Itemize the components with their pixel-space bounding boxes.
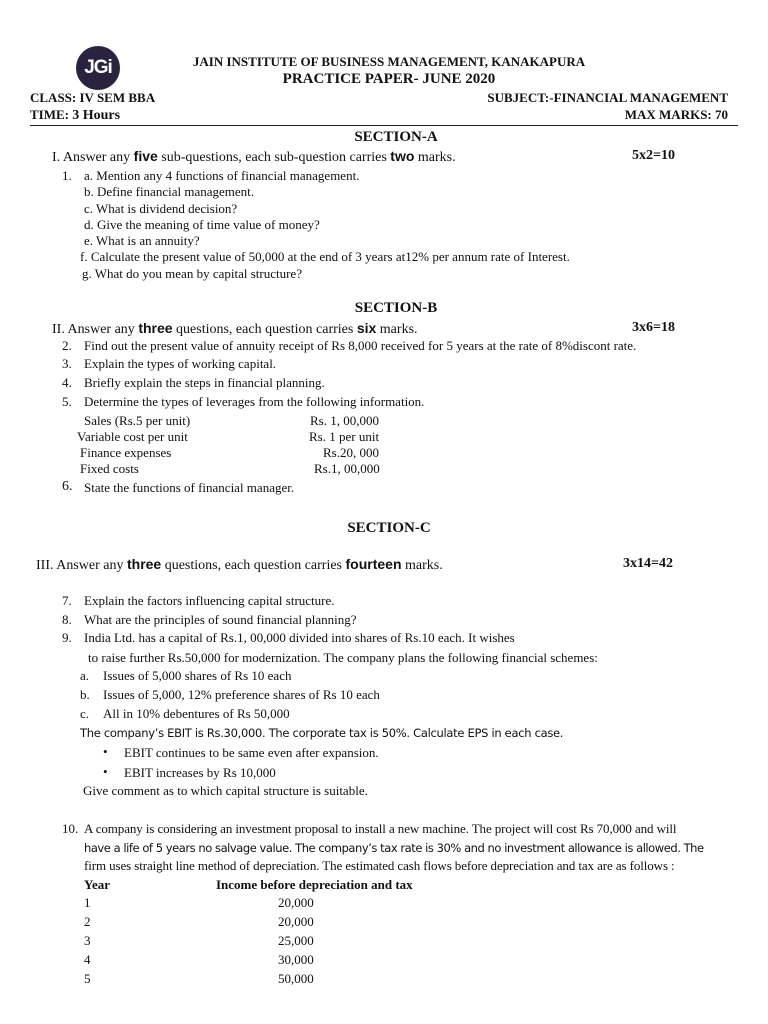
question-number: 8.	[62, 612, 72, 627]
instr-text: questions, each question carries	[172, 322, 357, 337]
table-cell-income: 30,000	[278, 952, 314, 967]
option-letter: a.	[80, 668, 90, 683]
question-text: Explain the factors influencing capital structure.	[84, 593, 335, 608]
table-label: Sales (Rs.5 per unit)	[84, 413, 191, 428]
max-marks: MAX MARKS: 70	[624, 107, 728, 122]
question-number: 5.	[62, 394, 72, 409]
question-number: 9.	[62, 630, 72, 645]
option-text: All in 10% debentures of Rs 50,000	[103, 706, 290, 721]
question-text: A company is considering an investment proposal to install a new machine. The project will cost Rs 70,000 and will	[84, 821, 677, 836]
bullet-text: EBIT increases by Rs 10,000	[124, 765, 276, 780]
section-a-marks: 5x2=10	[632, 148, 675, 163]
time-label	[30, 107, 120, 124]
table-cell-income: 20,000	[278, 914, 314, 929]
table-cell-year: 3	[84, 933, 91, 948]
instr-text: I. Answer any	[52, 150, 134, 165]
option-letter: b.	[80, 687, 90, 702]
question-number: 3.	[62, 356, 72, 371]
section-c-marks: 3x14=42	[623, 556, 673, 571]
instr-keyword: six	[356, 320, 377, 336]
table-cell-year: 2	[84, 914, 91, 929]
table-header: Year	[84, 877, 110, 892]
bullet-icon: •	[103, 744, 108, 759]
instr-text: marks.	[414, 150, 456, 165]
question-text: State the functions of financial manager.	[84, 480, 295, 495]
instr-text: marks.	[401, 558, 443, 573]
table-value: Rs.20, 000	[323, 445, 379, 460]
sub-question: e. What is an annuity?	[84, 233, 200, 248]
option-text: Issues of 5,000 shares of Rs 10 each	[103, 668, 292, 683]
section-c-title: SECTION-C	[347, 520, 431, 536]
question-text: Determine the types of leverages from the following information.	[84, 394, 425, 409]
section-b-title: SECTION-B	[354, 300, 438, 316]
table-header: Income before depreciation and tax	[216, 877, 413, 892]
question-text: Give comment as to which capital structure is suitable.	[83, 783, 368, 798]
instr-text: III. Answer any	[36, 558, 127, 573]
header-divider	[30, 125, 738, 126]
sub-question: a. Mention any 4 functions of financial management.	[84, 168, 360, 183]
section-c-instructions	[36, 556, 443, 574]
table-cell-income: 20,000	[278, 895, 314, 910]
time-value: 3 Hours	[72, 108, 121, 123]
section-a-instructions	[52, 148, 456, 166]
instr-keyword: two	[390, 148, 415, 164]
instr-text: sub-questions, each sub-question carries	[157, 150, 391, 165]
institute-logo: JGi	[76, 46, 120, 90]
sub-question: f. Calculate the present value of 50,000 at the end of 3 years at12% per annum rate of Interest.	[80, 249, 570, 264]
instr-text: questions, each question carries	[161, 558, 346, 573]
time-label-text: TIME:	[30, 107, 73, 122]
question-text: What are the principles of sound financial planning?	[84, 612, 357, 627]
table-value: Rs. 1 per unit	[309, 429, 380, 444]
class-label: CLASS: IV SEM BBA	[30, 90, 156, 105]
question-text: Briefly explain the steps in financial planning.	[84, 375, 325, 390]
institute-name: JAIN INSTITUTE OF BUSINESS MANAGEMENT, KANAKAPURA	[192, 54, 586, 69]
table-label: Fixed costs	[80, 461, 139, 476]
instr-keyword: five	[133, 148, 158, 164]
sub-question: b. Define financial management.	[84, 184, 255, 199]
instr-text: marks.	[376, 322, 418, 337]
sub-question: d. Give the meaning of time value of money?	[84, 217, 320, 232]
bullet-text: EBIT continues to be same even after expansion.	[124, 745, 379, 760]
section-a-title: SECTION-A	[354, 129, 438, 145]
table-value: Rs. 1, 00,000	[310, 413, 379, 428]
instr-keyword: three	[138, 320, 173, 336]
option-letter: c.	[80, 706, 90, 721]
table-value: Rs.1, 00,000	[314, 461, 380, 476]
instr-keyword: fourteen	[345, 556, 402, 572]
question-number: 2.	[62, 338, 72, 353]
question-text: to raise further Rs.50,000 for modernization. The company plans the following financial schemes:	[88, 650, 598, 665]
bullet-icon: •	[103, 764, 108, 779]
paper-title: PRACTICE PAPER- JUNE 2020	[282, 71, 496, 87]
question-number: 1.	[62, 168, 72, 183]
option-text: Issues of 5,000, 12% preference shares of Rs 10 each	[103, 687, 380, 702]
sub-question: c. What is dividend decision?	[84, 201, 238, 216]
question-number: 10.	[62, 821, 79, 836]
question-number: 7.	[62, 593, 72, 608]
table-label: Finance expenses	[80, 445, 172, 460]
table-label: Variable cost per unit	[77, 429, 188, 444]
question-number: 4.	[62, 375, 72, 390]
subject-label: SUBJECT:-FINANCIAL MANAGEMENT	[487, 90, 728, 105]
section-b-marks: 3x6=18	[632, 320, 675, 335]
question-text: India Ltd. has a capital of Rs.1, 00,000 divided into shares of Rs.10 each. It wishes	[84, 630, 515, 645]
table-cell-year: 4	[84, 952, 91, 967]
instr-text: II. Answer any	[52, 322, 139, 337]
question-number: 6.	[62, 479, 73, 494]
section-b-instructions	[52, 320, 418, 338]
table-cell-income: 50,000	[278, 971, 314, 986]
question-text: have a life of 5 years no salvage value. The company’s tax rate is 30% and no investment allowance is allowed. The	[84, 841, 704, 855]
sub-question: g. What do you mean by capital structure?	[82, 266, 302, 281]
table-cell-income: 25,000	[278, 933, 314, 948]
instr-keyword: three	[126, 556, 162, 572]
table-cell-year: 5	[84, 971, 91, 986]
question-text: Find out the present value of annuity receipt of Rs 8,000 received for 5 years at the rate of 8%discont rate.	[84, 338, 637, 353]
question-text: The company’s EBIT is Rs.30,000. The corporate tax is 50%. Calculate EPS in each case.	[80, 726, 564, 740]
table-cell-year: 1	[84, 895, 91, 910]
question-text: firm uses straight line method of depreciation. The estimated cash flows before depreciation and tax are as follows :	[84, 858, 675, 873]
question-text: Explain the types of working capital.	[84, 356, 277, 371]
